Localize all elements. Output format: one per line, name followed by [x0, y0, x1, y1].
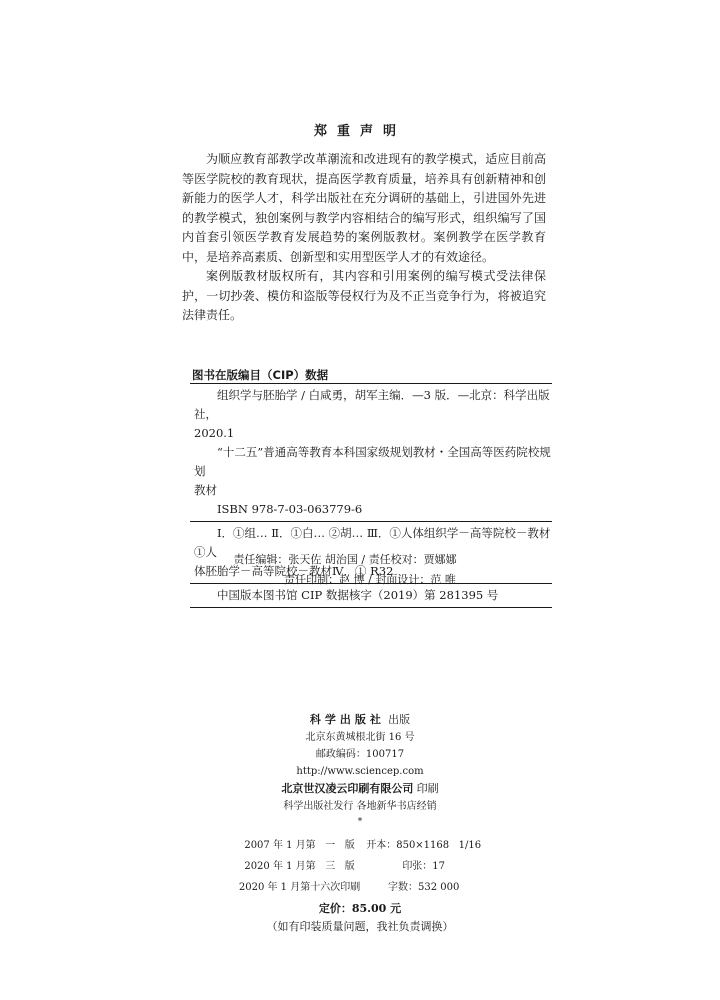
staff-line-editors: 责任编辑：张天佐 胡治国 / 责任校对：贾娜娜: [233, 553, 457, 566]
print-info-table: [239, 835, 481, 898]
publisher-line: [0, 711, 720, 729]
cip-subject-line: Ⅰ．①组… Ⅱ．①白… ②胡… Ⅲ．①人体组织学－高等院校－教材 ①人: [194, 526, 551, 559]
price-label: 定价：: [318, 902, 352, 915]
cip-isbn: ISBN 978-7-03-063779-6: [217, 502, 363, 516]
print-info-row: [239, 877, 481, 898]
price-value: 85.00 元: [351, 902, 402, 915]
notice-body: [182, 150, 546, 326]
publisher-address: 北京东黄城根北街 16 号: [305, 732, 415, 743]
notice-title: 郑重声明: [313, 124, 406, 139]
edition-cell: 2020 年 1 月第十六次印刷: [238, 882, 361, 893]
cip-bottom-rule: [190, 607, 552, 608]
notice-paragraph: 为顺应教育部教学改革潮流和改进现有的教学模式，适应目前高等医学院校的教育现状，提高医学教育质量，培养具有创新精神和创新能力的医学人才，科学出版社在充分调研的基础上，引进国外先进的教学模式，独创案例与教学内容相结合的编写形式，组织编写了国内首套引领医学教育发展趋势的案例版教材。案例教学在医学教育中，是培养高素质、创新型和实用型医学人才的有效途径。: [182, 152, 546, 264]
cip-heading: 图书在版编目（CIP）数据: [192, 368, 329, 382]
separator-star: *: [357, 817, 363, 827]
detail-cell: 印张：17: [402, 861, 446, 872]
cip-number: 中国版本图书馆 CIP 数据核字（2019）第 281395 号: [217, 588, 499, 602]
print-info-row: [239, 835, 481, 856]
cip-entry: [190, 384, 552, 521]
edition-cell: 2020 年 1 月第 三 版: [244, 861, 355, 872]
printer-line: [0, 780, 720, 798]
price-line: [0, 900, 720, 917]
staff-line-production: 责任印制：赵 博 / 封面设计：范 唯: [284, 573, 456, 586]
detail-cell: 字数：532 000: [388, 882, 460, 893]
printer-suffix: 印刷: [416, 782, 439, 795]
notice-paragraph: 案例版教材版权所有，其内容和引用案例的编写模式受法律保护，一切抄袭、模仿和盗版等侵权行为及不正当竞争行为，将被追究法律责任。: [182, 269, 546, 322]
publisher-url: http://www.sciencep.com: [296, 766, 424, 777]
publisher-postcode: 邮政编码：100717: [315, 749, 405, 760]
cip-series-line: 教材: [194, 483, 217, 497]
printer-name: 北京世汉凌云印刷有限公司: [281, 782, 414, 795]
cip-entry-line: 组织学与胚胎学 / 白咸勇，胡军主编．—3 版．—北京：科学出版社，: [194, 388, 550, 421]
detail-cell: 开本：850×1168 1/16: [366, 840, 482, 851]
publisher-suffix: 出版: [388, 713, 411, 726]
cip-entry-line: 2020.1: [194, 426, 235, 440]
print-info-row: [239, 856, 481, 877]
quality-notice: （如有印装质量问题，我社负责调换）: [266, 920, 454, 933]
edition-cell: 2007 年 1 月第 一 版: [244, 840, 355, 851]
publisher-name: 科学出版社: [309, 713, 385, 726]
staff-credits: [0, 550, 720, 590]
distribution-line: 科学出版社发行 各地新华书店经销: [283, 801, 437, 812]
cip-subject-line: 体胚胎学－高等院校－教材Ⅳ．① R32: [194, 564, 394, 578]
imprint-block: [0, 711, 720, 935]
cip-series-line: “十二五”普通高等教育本科国家级规划教材・全国高等医药院校规划: [194, 445, 551, 478]
